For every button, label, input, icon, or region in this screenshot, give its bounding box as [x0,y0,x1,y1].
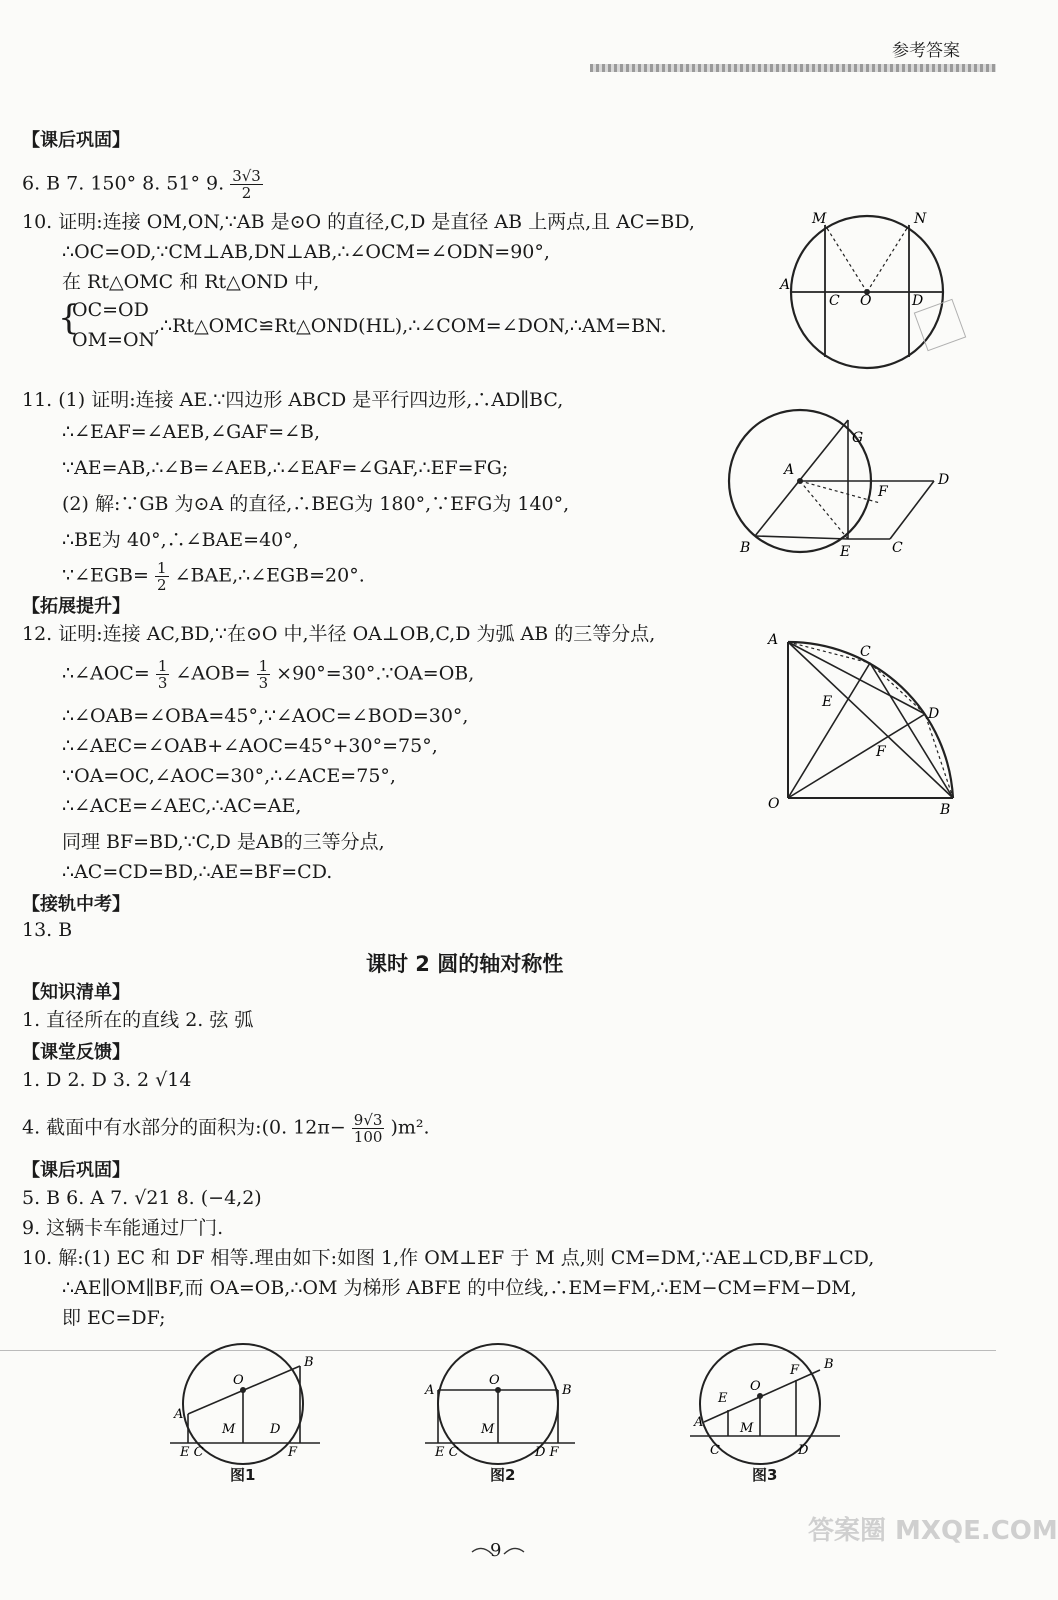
svg-text:C: C [892,540,903,556]
answer-line: 在 Rt△OMC 和 Rt△OND 中, [62,271,320,293]
answer-line: ∵AE=AB,∴∠B=∠AEB,∴∠EAF=∠GAF,∴EF=FG; [62,457,509,479]
numerator: 1 [157,559,167,577]
header-title: 参考答案 [892,41,960,61]
numerator: 1 [157,657,168,675]
answer-line: 同理 BF=BD,∵C,D 是AB的三等分点, [62,831,385,853]
page-number: 9 [490,1540,502,1561]
svg-text:B: B [824,1357,834,1372]
svg-text:D: D [938,472,950,488]
figure-caption: 图1 [230,1466,256,1484]
answer-line: 9. 这辆卡车能通过厂门. [22,1217,224,1239]
answer-line: 1. D 2. D 3. 2 √14 [22,1069,192,1091]
svg-text:A: A [780,277,791,293]
svg-text:O: O [860,293,872,309]
equation-line: OM=ON [72,329,156,351]
svg-text:C: C [860,644,871,660]
svg-text:D: D [912,293,924,309]
figure-caption: 图2 [490,1466,516,1484]
numerator: 1 [258,657,269,675]
svg-text:O: O [768,796,780,812]
svg-text:C: C [829,293,840,309]
answer-line: 10. 解:(1) EC 和 DF 相等.理由如下:如图 1,作 OM⊥EF 于 M 点,则 CM=DM,∵AE⊥CD,BF⊥CD, [22,1247,875,1269]
quarter-circle-figure-q12 [760,628,960,838]
svg-text:D F: D F [535,1445,559,1460]
denominator: 100 [353,1128,383,1146]
svg-text:F: F [288,1445,298,1460]
circle-figure-q11 [720,428,960,568]
svg-text:O: O [489,1373,500,1388]
svg-text:E: E [822,694,833,710]
svg-text:E: E [718,1391,728,1406]
answer-line: ∴OC=OD,∵CM⊥AB,DN⊥AB,∴∠OCM=∠ODN=90°, [62,241,550,263]
svg-text:D: D [928,706,940,722]
answer-line: 1. 直径所在的直线 2. 弦 弧 [22,1009,254,1031]
svg-text:O: O [750,1379,761,1394]
figure-3 [690,1348,840,1478]
answer-text: ∵∠EGB= [62,564,149,587]
answer-line [22,1112,430,1145]
answer-text: 4. 截面中有水部分的面积为:(0. 12π− [22,1116,346,1139]
answer-line [62,560,365,593]
answer-line: 11. (1) 证明:连接 AE.∵四边形 ABCD 是平行四边形,∴AD∥BC, [22,389,564,411]
answer-line: 13. B [22,919,73,941]
svg-text:G: G [852,430,864,446]
section-heading: 【拓展提升】 [22,596,130,617]
answer-line: ∴AE∥OM∥BF,而 OA=OB,∴OM 为梯形 ABFE 的中位线,∴EM=FM,∴EM−CM=FM−DM, [62,1277,857,1299]
answer-line [62,658,474,691]
fraction [155,560,169,593]
answer-text: 6. B 7. 150° 8. 51° 9. [22,172,225,195]
denominator: 2 [157,576,167,594]
figure-caption: 图3 [752,1466,778,1484]
answer-line: ∴∠ACE=∠AEC,∴AC=AE, [62,795,302,817]
lesson-title: 课时 2 圆的轴对称性 [366,952,564,976]
answer-line: ∴∠AEC=∠OAB+∠AOC=45°+30°=75°, [62,735,438,757]
answer-line: ∴BE为 40°,∴∠BAE=40°, [62,529,299,551]
svg-text:D: D [798,1443,809,1458]
fraction [257,658,271,691]
svg-text:E C: E C [180,1445,204,1460]
answer-line: ∴AC=CD=BD,∴AE=BF=CD. [62,861,333,883]
svg-text:E C: E C [435,1445,459,1460]
answer-line: 12. 证明:连接 AC,BD,∵在⊙O 中,半径 OA⊥OB,C,D 为弧 AB 的三等分点, [22,623,656,645]
fraction [230,168,263,201]
denominator: 2 [241,184,252,202]
svg-text:A: A [694,1415,704,1430]
svg-text:M: M [481,1422,495,1437]
svg-text:B: B [562,1383,572,1398]
answer-text: ∠AOB= [175,662,251,685]
denominator: 3 [258,674,269,692]
answer-text: ∴∠AOC= [62,662,150,685]
numerator: 3√3 [232,167,261,185]
svg-text:M: M [740,1421,754,1436]
svg-text:A: A [784,462,795,478]
answer-line: 5. B 6. A 7. √21 8. (−4,2) [22,1187,262,1209]
answer-line: (2) 解:∵GB 为⊙A 的直径,∴BEG为 180°,∵EFG为 140°, [62,493,570,515]
answer-line: 10. 证明:连接 OM,ON,∵AB 是⊙O 的直径,C,D 是直径 AB 上两点,且 AC=BD, [22,211,695,233]
svg-text:D: D [270,1422,281,1437]
figure-1 [170,1348,320,1478]
figure-2 [425,1348,575,1478]
answer-text: ∠BAE,∴∠EGB=20°. [174,564,365,587]
answer-line [22,168,263,201]
brace: { [58,298,80,338]
svg-text:A: A [768,632,779,648]
svg-text:N: N [914,211,927,227]
section-heading: 【课堂反馈】 [22,1042,130,1063]
svg-text:E: E [840,544,851,560]
section-heading: 【课后巩固】 [22,1160,130,1181]
section-heading: 【课后巩固】 [22,130,130,151]
header-decoration [590,64,996,72]
numerator: 9√3 [353,1111,383,1129]
svg-text:B: B [740,540,751,556]
answer-text: )m². [390,1116,430,1139]
fraction [156,658,170,691]
watermark: 答案圈 MXQE.COM [808,1516,1058,1546]
svg-text:M: M [222,1422,236,1437]
section-heading: 【知识清单】 [22,982,130,1003]
svg-text:C: C [710,1443,720,1458]
svg-text:O: O [233,1373,244,1388]
svg-text:F: F [878,484,888,500]
answer-line: ∴∠EAF=∠AEB,∠GAF=∠B, [62,421,321,443]
answer-line: 即 EC=DF; [62,1307,166,1329]
svg-text:A: A [174,1407,184,1422]
section-heading: 【接轨中考】 [22,894,130,915]
svg-text:M: M [812,211,827,227]
fraction [352,1112,385,1145]
svg-text:F: F [790,1363,800,1378]
svg-text:B: B [940,802,951,818]
svg-text:B: B [304,1355,314,1370]
svg-text:F: F [876,744,886,760]
denominator: 3 [157,674,168,692]
answer-text: ×90°=30°.∵OA=OB, [276,662,475,685]
answer-line: ∴∠OAB=∠OBA=45°,∵∠AOC=∠BOD=30°, [62,705,469,727]
answer-line: ,∴Rt△OMC≌Rt△OND(HL),∴∠COM=∠DON,∴AM=BN. [154,315,667,337]
circle-figure-q10 [780,205,970,385]
answer-line: ∵OA=OC,∠AOC=30°,∴∠ACE=75°, [62,765,396,787]
equation-line: OC=OD [72,299,149,321]
svg-text:A: A [425,1383,435,1398]
